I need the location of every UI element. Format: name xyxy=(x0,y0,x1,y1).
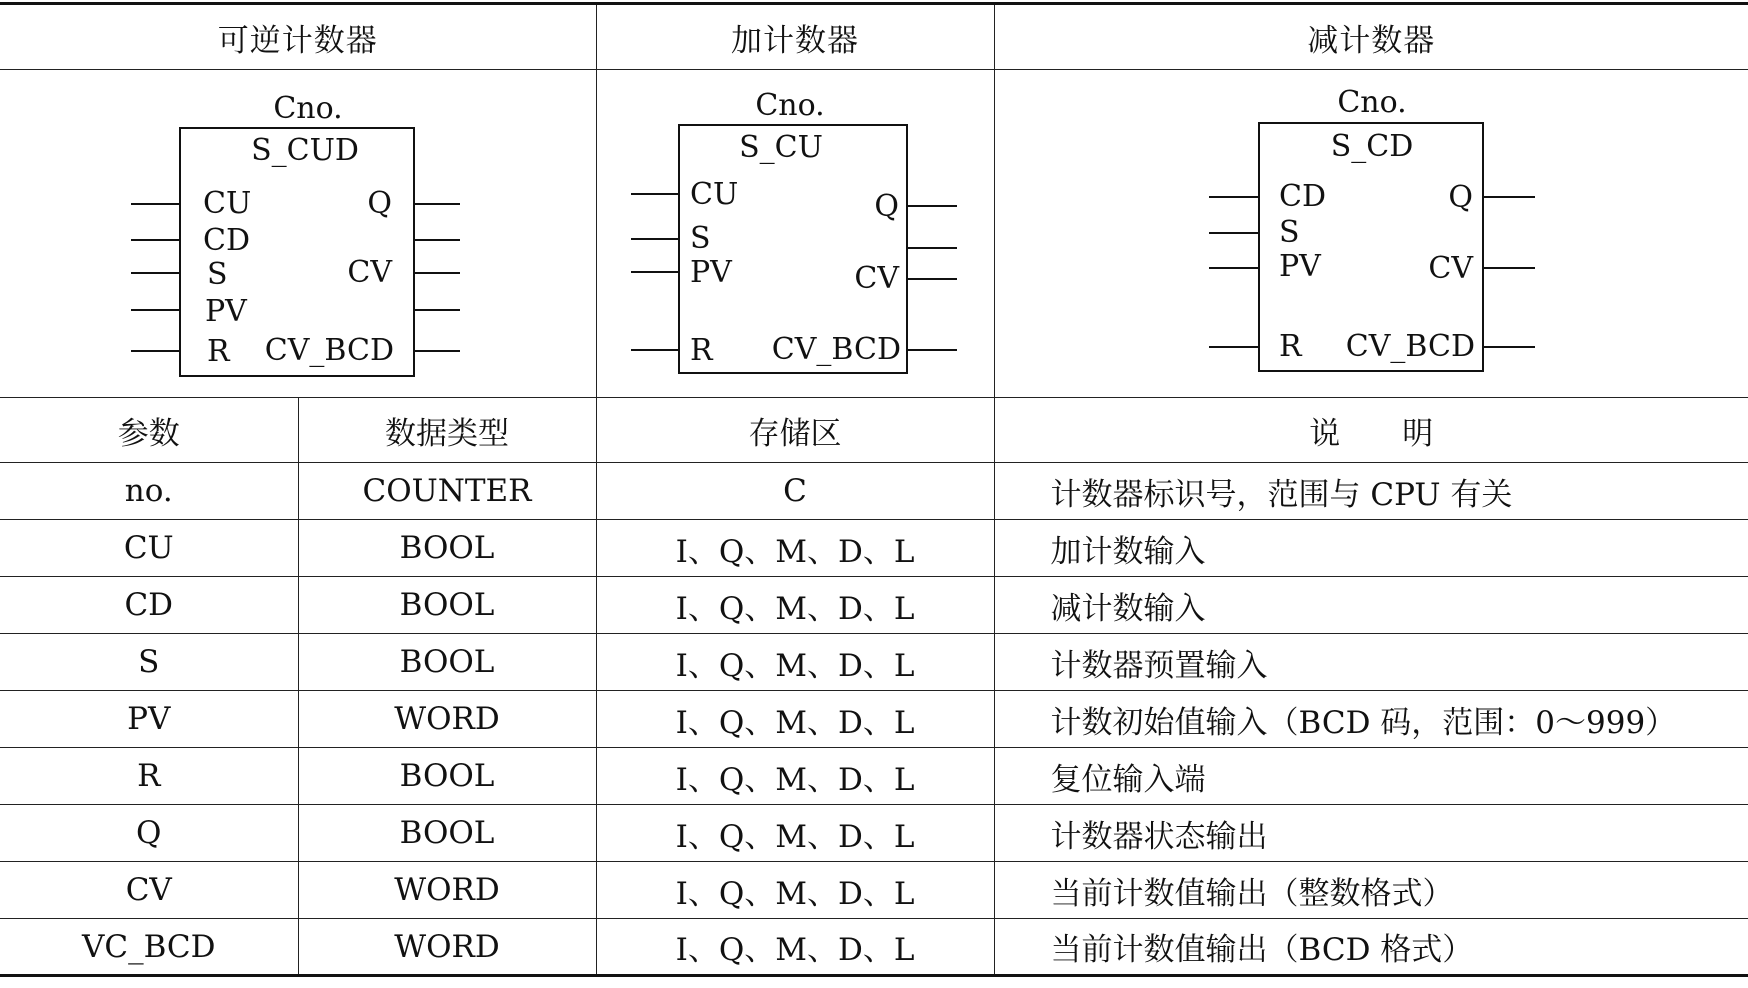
header-up-counter: 加计数器 xyxy=(596,4,994,70)
cell-param: CU xyxy=(0,520,298,577)
cell-desc: 当前计数值输出（BCD 格式） xyxy=(994,919,1748,976)
cell-area: I、Q、M、D、L xyxy=(596,634,994,691)
cell-type: BOOL xyxy=(298,577,596,634)
input-label-r: R xyxy=(1278,329,1302,364)
diagram-cell-updown xyxy=(0,70,596,398)
table-row xyxy=(0,463,1748,520)
table-row xyxy=(0,520,1748,577)
cell-desc: 计数器预置输入 xyxy=(994,634,1748,691)
block-diagram-s-cud xyxy=(0,70,596,397)
cell-type: COUNTER xyxy=(298,463,596,520)
input-label-s: S xyxy=(1278,215,1300,250)
output-label-cv: CV xyxy=(1427,251,1473,286)
input-label-pv: PV xyxy=(1278,249,1321,284)
cell-area: I、Q、M、D、L xyxy=(596,919,994,976)
cell-param: Q xyxy=(0,805,298,862)
cell-area: I、Q、M、D、L xyxy=(596,520,994,577)
table-row xyxy=(0,577,1748,634)
column-header-desc: 说 明 xyxy=(994,398,1748,463)
block-number-label: Cno. xyxy=(754,88,825,123)
cell-area: C xyxy=(596,463,994,520)
cell-param: CV xyxy=(0,862,298,919)
block-number-label: Cno. xyxy=(273,91,343,126)
table-row xyxy=(0,919,1748,976)
column-header-type: 数据类型 xyxy=(298,398,596,463)
counter-table xyxy=(0,2,1748,977)
cell-param: CD xyxy=(0,577,298,634)
table-row xyxy=(0,862,1748,919)
cell-type: WORD xyxy=(298,691,596,748)
output-label-cv-bcd: CV_BCD xyxy=(1345,329,1475,364)
cell-area: I、Q、M、D、L xyxy=(596,691,994,748)
cell-type: WORD xyxy=(298,862,596,919)
cell-type: BOOL xyxy=(298,520,596,577)
output-label-cv-bcd: CV_BCD xyxy=(264,333,394,368)
cell-type: BOOL xyxy=(298,805,596,862)
cell-type: WORD xyxy=(298,919,596,976)
input-label-cd: CD xyxy=(203,223,251,258)
output-label-cv: CV xyxy=(347,255,392,290)
cell-param: no. xyxy=(0,463,298,520)
cell-area: I、Q、M、D、L xyxy=(596,748,994,805)
output-label-cv-bcd: CV_BCD xyxy=(771,332,901,367)
block-diagram-s-cu xyxy=(597,70,995,397)
diagram-cell-down xyxy=(994,70,1748,398)
table-row xyxy=(0,634,1748,691)
cell-param: PV xyxy=(0,691,298,748)
cell-desc: 计数器标识号，范围与 CPU 有关 xyxy=(994,463,1748,520)
cell-desc: 计数初始值输入（BCD 码，范围：0～999） xyxy=(994,691,1748,748)
output-label-cv: CV xyxy=(853,261,899,296)
column-header-param: 参数 xyxy=(0,398,298,463)
block-number-label: Cno. xyxy=(1336,85,1407,120)
block-diagram-s-cd xyxy=(995,70,1748,397)
cell-param: VC_BCD xyxy=(0,919,298,976)
cell-desc: 复位输入端 xyxy=(994,748,1748,805)
cell-type: BOOL xyxy=(298,748,596,805)
input-label-pv: PV xyxy=(689,255,732,290)
output-label-q: Q xyxy=(367,186,392,221)
table-row xyxy=(0,691,1748,748)
cell-area: I、Q、M、D、L xyxy=(596,577,994,634)
input-label-s: S xyxy=(689,221,711,256)
cell-desc: 加计数输入 xyxy=(994,520,1748,577)
table-row xyxy=(0,748,1748,805)
block-name-label: S_CD xyxy=(1330,129,1413,164)
cell-desc: 减计数输入 xyxy=(994,577,1748,634)
output-label-q: Q xyxy=(1447,180,1473,215)
input-label-s: S xyxy=(207,257,228,292)
cell-area: I、Q、M、D、L xyxy=(596,805,994,862)
block-name-label: S_CU xyxy=(738,130,823,165)
input-label-cu: CU xyxy=(203,186,252,221)
header-updown-counter: 可逆计数器 xyxy=(0,4,596,70)
output-label-q: Q xyxy=(873,189,899,224)
cell-area: I、Q、M、D、L xyxy=(596,862,994,919)
input-label-cu: CU xyxy=(689,177,738,212)
input-label-pv: PV xyxy=(205,294,247,329)
diagram-cell-up xyxy=(596,70,994,398)
cell-desc: 计数器状态输出 xyxy=(994,805,1748,862)
input-label-r: R xyxy=(689,333,713,368)
table-row xyxy=(0,805,1748,862)
input-label-cd: CD xyxy=(1278,179,1326,214)
cell-type: BOOL xyxy=(298,634,596,691)
column-header-area: 存储区 xyxy=(596,398,994,463)
block-name-label: S_CUD xyxy=(251,133,359,168)
cell-desc: 当前计数值输出（整数格式） xyxy=(994,862,1748,919)
cell-param: S xyxy=(0,634,298,691)
header-down-counter: 减计数器 xyxy=(994,4,1748,70)
input-label-r: R xyxy=(207,334,230,369)
cell-param: R xyxy=(0,748,298,805)
